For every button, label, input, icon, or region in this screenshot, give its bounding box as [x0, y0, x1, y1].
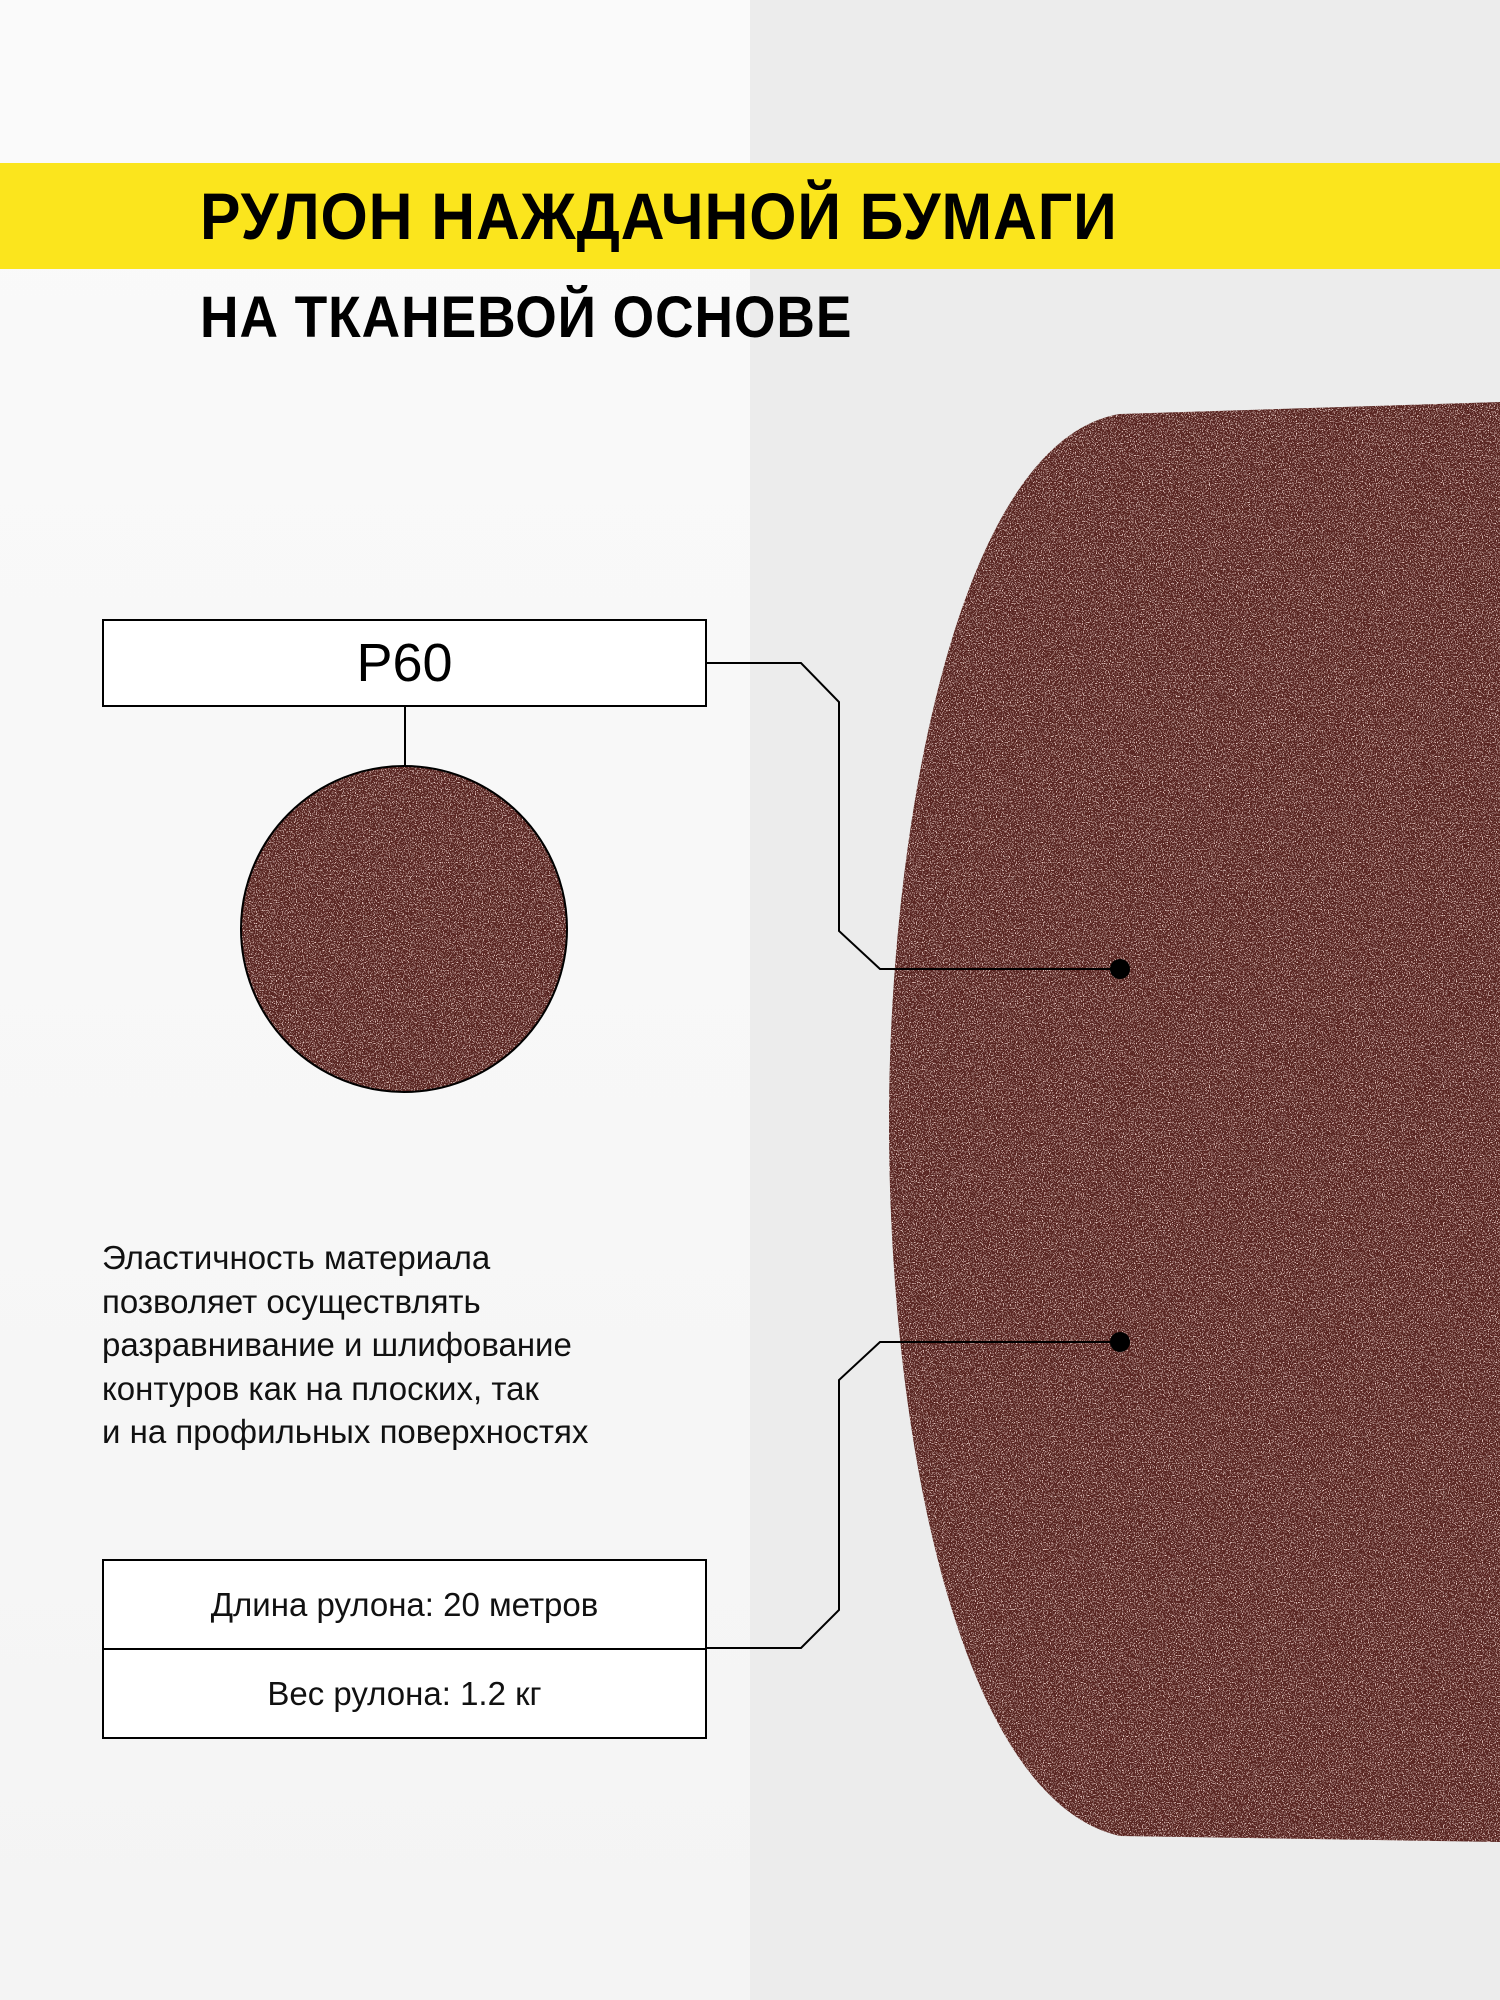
- page-subtitle: НА ТКАНЕВОЙ ОСНОВЕ: [200, 285, 853, 350]
- callout-dot: [1110, 1332, 1130, 1352]
- sandpaper-roll: [889, 402, 1500, 1842]
- description-line: Эластичность материала: [102, 1239, 491, 1276]
- description-line: позволяет осуществлять: [102, 1282, 481, 1320]
- callout-dot: [1110, 959, 1130, 979]
- spec-roll-length: Длина рулона: 20 метров: [210, 1585, 599, 1623]
- page-title: РУЛОН НАЖДАЧНОЙ БУМАГИ: [200, 179, 1118, 253]
- description-line: и на профильных поверхностях: [102, 1413, 589, 1450]
- grit-label: P60: [356, 633, 453, 693]
- spec-roll-weight: Вес рулона: 1.2 кг: [104, 1648, 705, 1737]
- description-line: разравнивание и шлифование: [102, 1326, 572, 1363]
- specs-table: [102, 1559, 707, 1739]
- description-line: контуров как на плоских, так: [102, 1369, 539, 1407]
- grit-label-box: [102, 619, 707, 707]
- grit-sample-circle: [241, 766, 567, 1092]
- description: [102, 1236, 742, 1454]
